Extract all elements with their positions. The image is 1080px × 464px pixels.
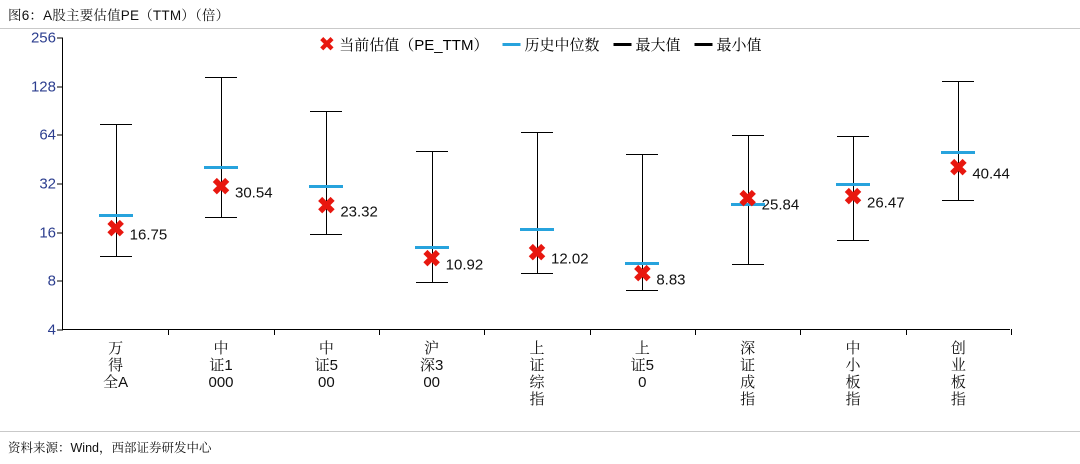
min-cap bbox=[732, 264, 764, 265]
current-value-marker: ✖ bbox=[422, 245, 442, 272]
x-axis-tick-mark bbox=[800, 329, 801, 335]
max-cap bbox=[521, 132, 553, 133]
x-axis-tick-mark bbox=[590, 329, 591, 335]
max-cap bbox=[626, 154, 658, 155]
max-cap bbox=[416, 151, 448, 152]
min-cap bbox=[205, 217, 237, 218]
figure-title-bar bbox=[0, 0, 1080, 29]
current-value-marker: ✖ bbox=[738, 185, 758, 212]
y-axis-tick-mark bbox=[57, 135, 63, 136]
data-label: 23.32 bbox=[340, 203, 378, 221]
x-axis-category-label: 创业板指 bbox=[950, 340, 966, 408]
x-axis-tick-mark bbox=[1011, 329, 1012, 335]
current-value-marker: ✖ bbox=[948, 154, 968, 181]
current-value-marker: ✖ bbox=[527, 239, 547, 266]
chart-container bbox=[0, 28, 1080, 432]
legend-label: 最大值 bbox=[635, 37, 681, 54]
y-axis-tick-label: 4 bbox=[47, 321, 56, 339]
x-axis-tick-mark bbox=[168, 329, 169, 335]
x-axis-category-label: 上证综指 bbox=[529, 340, 545, 408]
data-label: 25.84 bbox=[761, 196, 800, 214]
min-cap bbox=[416, 282, 448, 283]
chart-plot-area bbox=[30, 29, 1010, 408]
x-axis-category-label: 中证1000 bbox=[208, 340, 234, 391]
data-label: 26.47 bbox=[867, 194, 905, 212]
legend-cross-icon: ✖ bbox=[318, 33, 336, 56]
x-axis-category-label: 沪深300 bbox=[419, 340, 444, 391]
min-cap bbox=[626, 290, 658, 291]
min-cap bbox=[942, 200, 974, 201]
page-title: 图6：A股主要估值PE（TTM）（倍） bbox=[8, 8, 230, 23]
source-bar bbox=[0, 431, 1080, 458]
x-axis-tick-mark bbox=[379, 329, 380, 335]
median-marker bbox=[204, 166, 238, 169]
x-axis-tick-mark bbox=[274, 329, 275, 335]
x-axis-category-label: 上证50 bbox=[630, 340, 654, 391]
min-cap bbox=[521, 273, 553, 274]
x-axis-category-label: 中证500 bbox=[314, 340, 338, 391]
x-axis-category-label: 深证成指 bbox=[740, 340, 756, 408]
x-axis-tick-mark bbox=[695, 329, 696, 335]
y-axis-tick-mark bbox=[57, 232, 63, 233]
max-cap bbox=[837, 136, 869, 137]
y-axis-tick-mark bbox=[57, 281, 63, 282]
y-axis-tick-label: 64 bbox=[39, 126, 56, 144]
max-cap bbox=[100, 124, 132, 125]
max-cap bbox=[942, 81, 974, 82]
y-axis-tick-mark bbox=[57, 86, 63, 87]
current-value-marker: ✖ bbox=[211, 173, 231, 200]
max-cap bbox=[205, 77, 237, 78]
x-axis-tick-mark bbox=[906, 329, 907, 335]
legend-label: 最小值 bbox=[716, 37, 762, 54]
legend-label: 历史中位数 bbox=[524, 37, 600, 54]
max-cap bbox=[732, 135, 764, 136]
range-whisker bbox=[958, 81, 959, 200]
min-cap bbox=[837, 240, 869, 241]
min-cap bbox=[100, 256, 132, 257]
y-axis-tick-label: 8 bbox=[47, 272, 56, 290]
current-value-marker: ✖ bbox=[632, 260, 652, 287]
data-label: 30.54 bbox=[235, 184, 273, 202]
current-value-marker: ✖ bbox=[316, 192, 336, 219]
current-value-marker: ✖ bbox=[843, 183, 863, 210]
data-label: 10.92 bbox=[445, 256, 484, 274]
data-label: 12.02 bbox=[551, 250, 589, 268]
data-label: 16.75 bbox=[129, 226, 168, 244]
data-label: 40.44 bbox=[972, 165, 1010, 183]
y-axis-tick-label: 32 bbox=[39, 175, 56, 193]
x-axis-category-label: 中小板指 bbox=[845, 340, 861, 408]
y-axis-tick-mark bbox=[57, 38, 63, 39]
median-marker bbox=[309, 185, 343, 188]
y-axis-tick-label: 16 bbox=[39, 224, 56, 242]
median-marker bbox=[520, 228, 554, 231]
current-value-marker: ✖ bbox=[106, 215, 126, 242]
y-axis-tick-label: 128 bbox=[30, 78, 56, 96]
y-axis-tick-label: 256 bbox=[30, 29, 56, 47]
x-axis-category-label: 万得全A bbox=[103, 340, 129, 391]
max-cap bbox=[310, 111, 342, 112]
source-note: 资料来源：Wind，西部证券研发中心 bbox=[8, 441, 212, 455]
legend-label: 当前估值（PE_TTM） bbox=[339, 37, 489, 54]
y-axis-tick-mark bbox=[57, 184, 63, 185]
data-label: 8.83 bbox=[656, 271, 686, 289]
min-cap bbox=[310, 234, 342, 235]
y-axis-tick-mark bbox=[57, 330, 63, 331]
x-axis-tick-mark bbox=[484, 329, 485, 335]
